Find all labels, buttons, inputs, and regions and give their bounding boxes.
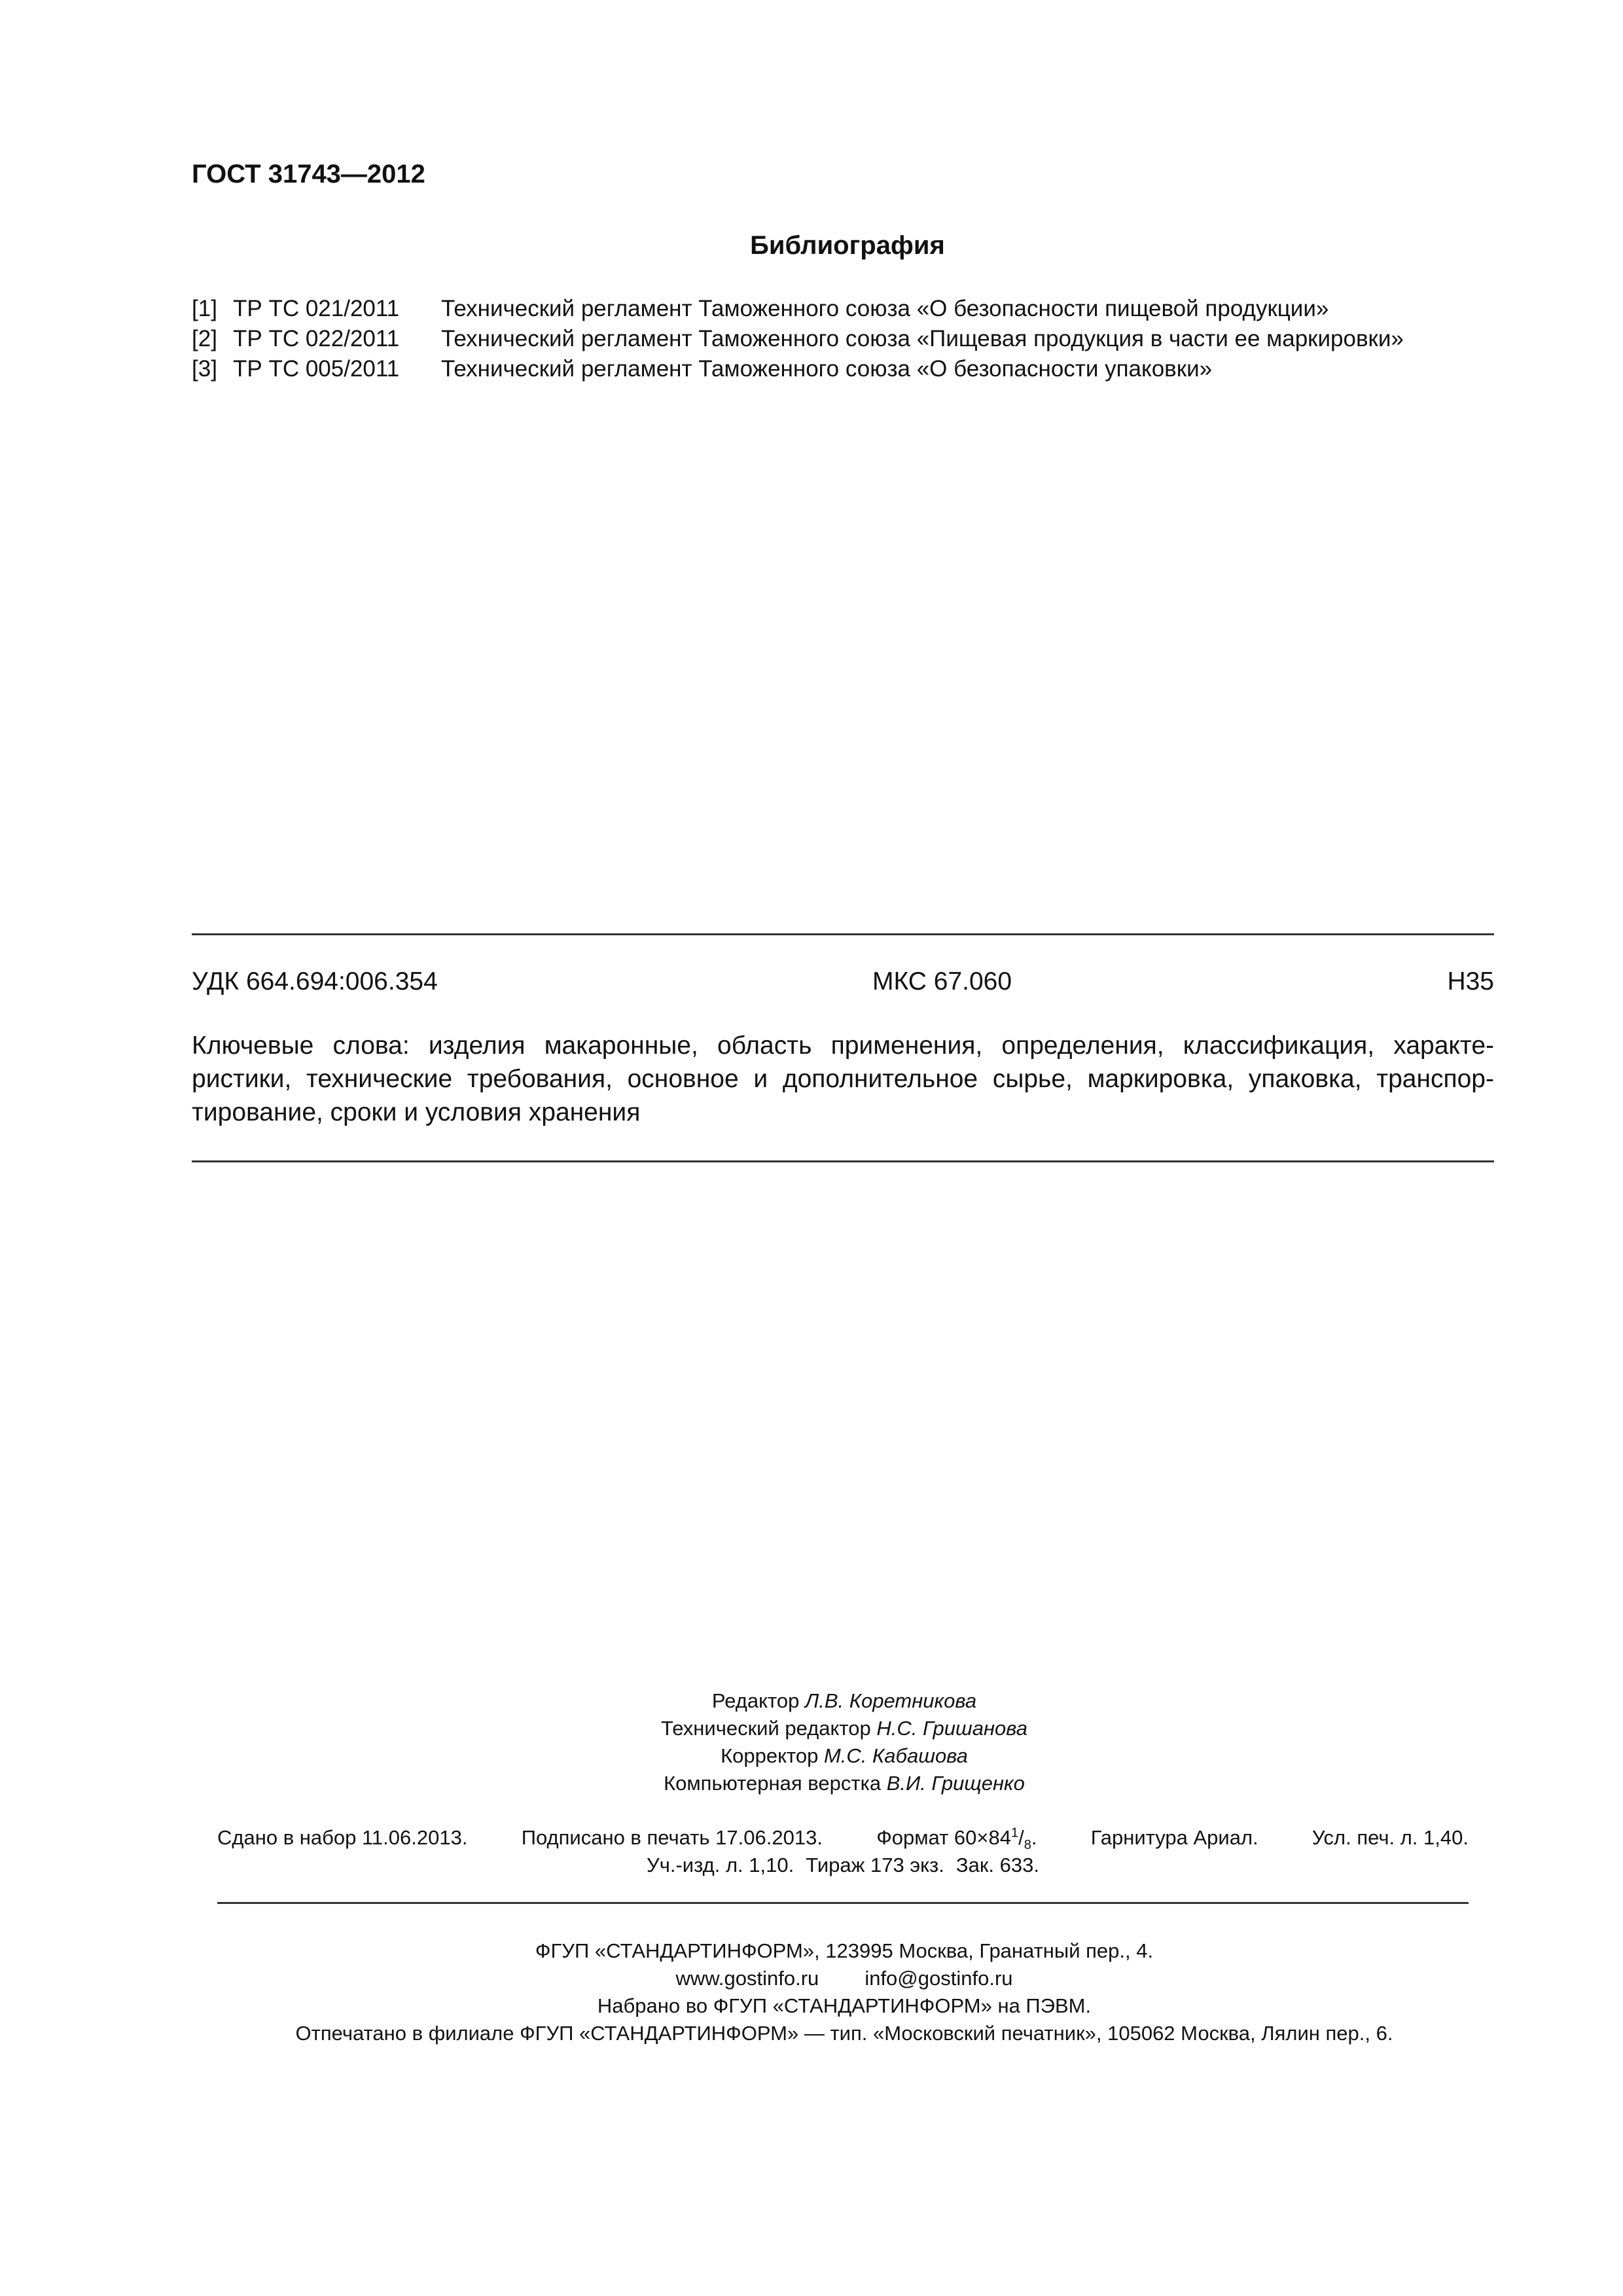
publisher-typeset: Набрано во ФГУП «СТАНДАРТИНФОРМ» на ПЭВМ. xyxy=(597,1994,1092,2017)
bibliography-item xyxy=(192,324,1404,354)
sent-to-typesetting: Сдано в набор 11.06.2013. xyxy=(217,1826,468,1849)
divider-middle xyxy=(192,1160,1494,1162)
credit-person: Н.С. Гришанова xyxy=(876,1717,1027,1740)
credit-label: Технический редактор xyxy=(661,1717,871,1740)
print-info-line xyxy=(217,1824,1469,1852)
publisher-address: ФГУП «СТАНДАРТИНФОРМ», 123995 Москва, Гранатный пер., 4. xyxy=(535,1939,1154,1962)
credit-layout xyxy=(65,1770,1623,1797)
printed-sheets: Усл. печ. л. 1,40. xyxy=(1311,1826,1469,1849)
edition-sheets: Уч.-изд. л. 1,10. xyxy=(647,1854,794,1876)
order-number: Зак. 633. xyxy=(955,1854,1039,1876)
keywords-block xyxy=(192,1029,1494,1129)
print-info xyxy=(217,1824,1469,1879)
bibliography-item-code: ТР ТС 021/2011 xyxy=(233,296,400,321)
credit-label: Компьютерная верстка xyxy=(664,1772,882,1795)
credit-person: М.С. Кабашова xyxy=(823,1744,968,1767)
credit-person: В.И. Грищенко xyxy=(886,1772,1025,1795)
publisher-block xyxy=(0,1937,1623,2047)
bibliography-item-text: Технический регламент Таможенного союза «О безопасности упаковки» xyxy=(441,356,1213,382)
bibliography-title: Библиография xyxy=(750,231,945,260)
format-denominator: 8 xyxy=(1024,1838,1031,1853)
bibliography-item-number: [1] xyxy=(192,296,217,321)
mks-code: МКС 67.060 xyxy=(872,967,1012,996)
keywords-line: Ключевые слова: изделия макаронные, область применения, определения, классификация, характе- xyxy=(192,1031,1494,1060)
publisher-contacts xyxy=(65,1965,1623,1992)
bibliography-item-code: ТР ТС 005/2011 xyxy=(233,356,400,382)
credit-label: Редактор xyxy=(711,1689,800,1712)
publisher-printed: Отпечатано в филиале ФГУП «СТАНДАРТИНФОРМ» — тип. «Московский печатник», 105062 Москва, Лялин пер., 6. xyxy=(295,2022,1393,2045)
bibliography-list xyxy=(192,294,1404,384)
bibliography-item-text: Технический регламент Таможенного союза «Пищевая продукция в части ее маркировки» xyxy=(441,326,1404,351)
bibliography-item xyxy=(192,354,1404,384)
circulation: Тираж 173 экз. xyxy=(806,1854,944,1876)
credit-editor xyxy=(65,1687,1623,1715)
credit-label: Корректор xyxy=(721,1744,819,1767)
print-format: Формат $60\times 84^1/_8$. xyxy=(876,1825,1037,1853)
format-numerator: 1 xyxy=(1011,1825,1019,1840)
udk-code: УДК 664.694:006.354 xyxy=(192,967,438,996)
credit-corrector xyxy=(65,1742,1623,1770)
format-label: Формат 60×84 xyxy=(876,1826,1011,1849)
bibliography-item-text: Технический регламент Таможенного союза «О безопасности пищевой продукции» xyxy=(441,296,1329,321)
document-id: ГОСТ 31743—2012 xyxy=(192,160,425,188)
publisher-website[interactable]: www.gostinfo.ru xyxy=(675,1967,819,1990)
bibliography-item xyxy=(192,294,1404,324)
bibliography-item-number: [3] xyxy=(192,356,217,382)
print-info-line xyxy=(217,1852,1469,1879)
credit-person: Л.В. Коретникова xyxy=(804,1689,977,1712)
publisher-email[interactable]: info@gostinfo.ru xyxy=(865,1967,1013,1990)
format-end: . xyxy=(1031,1826,1037,1849)
bibliography-item-code: ТР ТС 022/2011 xyxy=(233,326,400,351)
signed-for-print: Подписано в печать 17.06.2013. xyxy=(521,1826,823,1849)
keywords-line: тирование, сроки и условия хранения xyxy=(192,1098,641,1126)
bibliography-item-number: [2] xyxy=(192,326,217,351)
typeface: Гарнитура Ариал. xyxy=(1090,1826,1258,1849)
divider-top xyxy=(192,933,1494,935)
keywords-line: ристики, технические требования, основное и дополнительное сырье, маркировка, упаковка, транспор- xyxy=(192,1065,1494,1093)
category-code: Н35 xyxy=(1447,967,1494,996)
divider-bottom xyxy=(217,1902,1469,1904)
credit-tech-editor xyxy=(65,1715,1623,1742)
credits-block xyxy=(0,1687,1623,1797)
